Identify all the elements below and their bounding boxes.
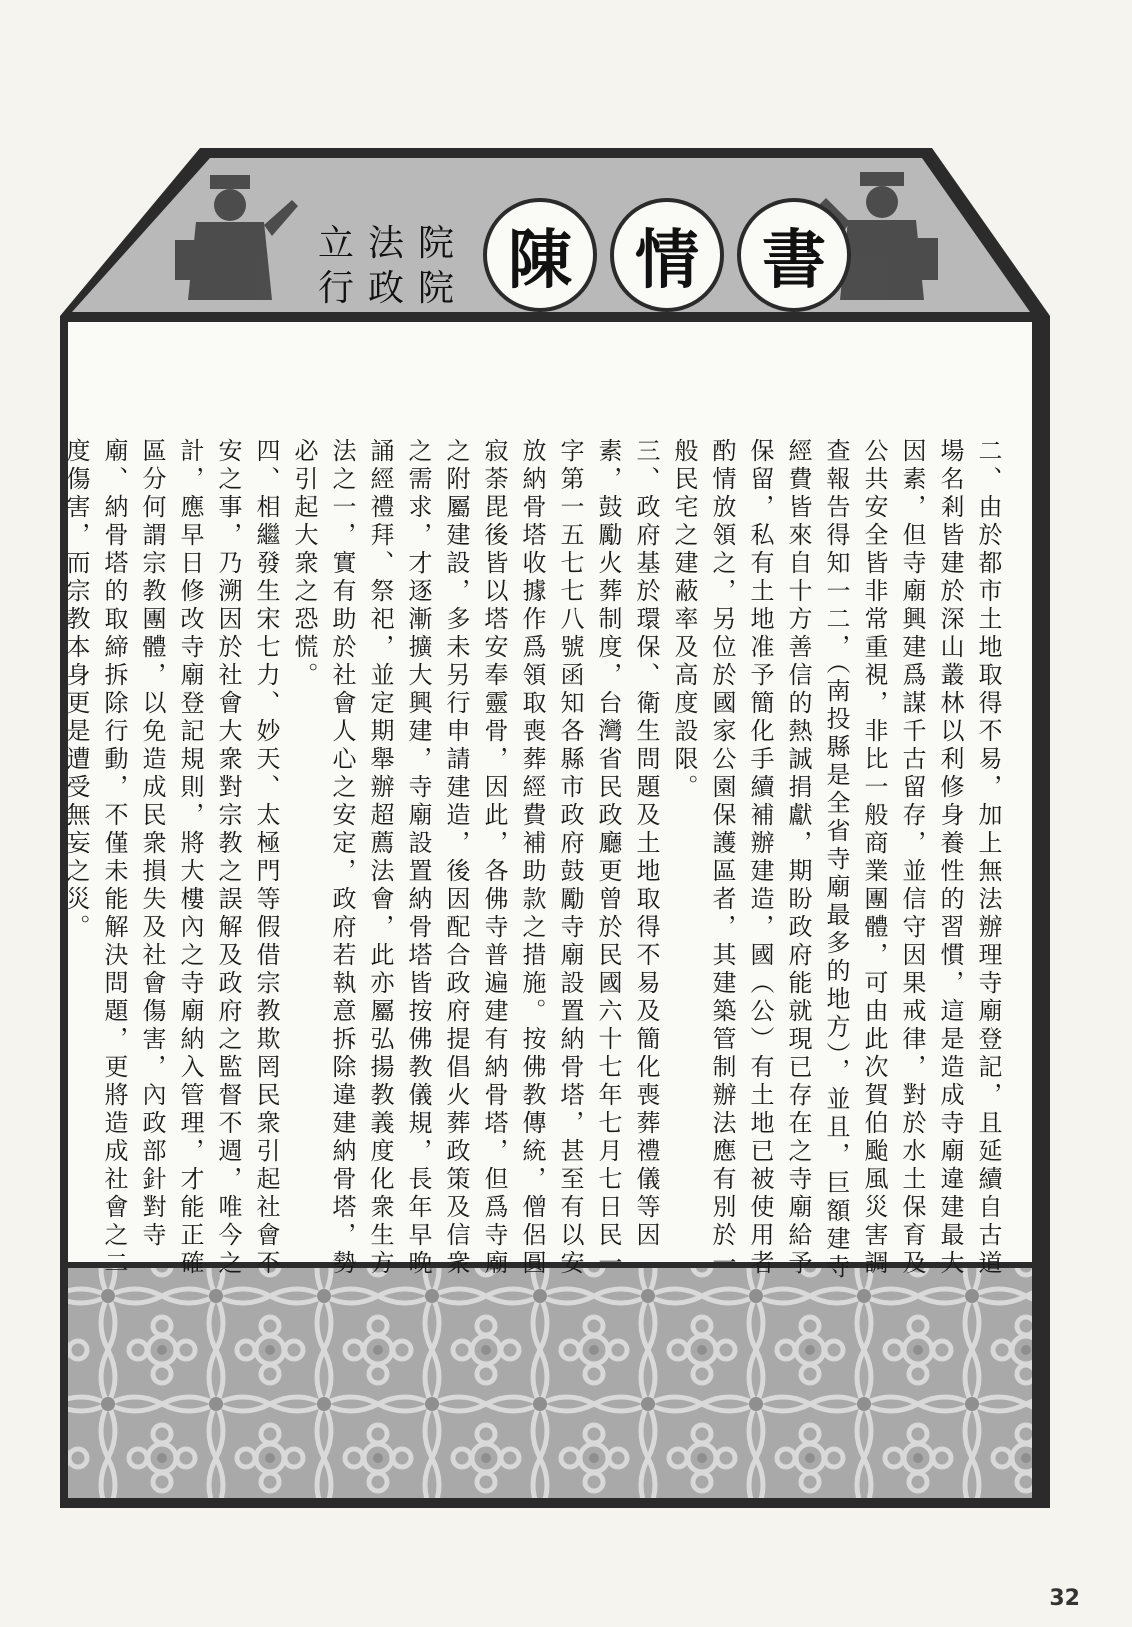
title-medallion-2: 情 xyxy=(610,198,724,312)
title-medallion-1: 陳 xyxy=(483,198,597,312)
title-medallion-3: 書 xyxy=(737,198,851,312)
addressee-executive-yuan: 行政院 xyxy=(318,268,469,309)
paragraph-three: 三、政府基於環保、衛生問題及土地取得不易及簡化喪葬禮儀等因素，鼓勵火葬制度，台灣省民政廳更曾於民國六十七年七月七日民一字第一五七七八號函知各縣市政府鼓勵寺廟設置納骨塔，甚至有以安放納骨塔收據作爲領取喪葬經費補助款之措施。按佛教傳統，僧侶圓寂荼毘後皆以塔安奉靈骨，因此，各佛寺普遍建有納骨塔，但爲寺廟之附屬建設，多未另行申請建造，後因配合政府提倡火葬政策及信衆之需求，才逐漸擴大興建，寺廟設置納骨塔皆按佛教儀規，長年早晚誦經禮拜、祭祀，並定期舉辦超薦法會，此亦屬弘揚教義度化衆生方法之一，實有助於社會人心之安定，政府若執意拆除違建納骨塔，勢必引起大衆之恐慌。 xyxy=(290,438,660,1278)
paragraph-four: 四、相繼發生宋七力、妙天、太極門等假借宗教欺罔民衆引起社會不安之事，乃溯因於社會大衆對宗教之誤解及政府之監督不週，唯今之計，應早日修改寺廟登記規則，將大樓內之寺廟納入管理，才能正確區分何謂宗教團體，以免造成民衆損失及社會傷害，內政部針對寺廟、納骨塔的取締拆除行動，不僅未能解決問題，更將造成社會之二度傷害，而宗教本身更是遭受無妄之災。 xyxy=(62,438,280,1278)
petition-body xyxy=(62,438,1007,1298)
paragraph-two: 二、由於都市土地取得不易，加上無法辦理寺廟登記，且延續自古道場名剎皆建於深山叢林以利修身養性的習慣，這是造成寺廟違建最大因素，但寺廟興建爲謀千古留存，並信守因果戒律，對於水土保育及公共安全皆非常重視，非比一般商業團體，可由此次賀伯颱風災害調查報告得知一二，（南投縣是全省寺廟最多的地方），並且，巨額建寺經費皆來自十方善信的熱誠捐獻，期盼政府能就現已存在之寺廟給予保留，私有土地准予簡化手續補辦建造，國（公）有土地已被使用者酌情放領之，另位於國家公園保護區者，其建築管制辦法應有別於一般民宅之建蔽率及高度設限。 xyxy=(670,438,1002,1282)
addressee-legislative-yuan: 立法院 xyxy=(318,223,469,264)
ornament-band xyxy=(68,1268,1032,1498)
page-number: 32 xyxy=(1049,1586,1080,1611)
